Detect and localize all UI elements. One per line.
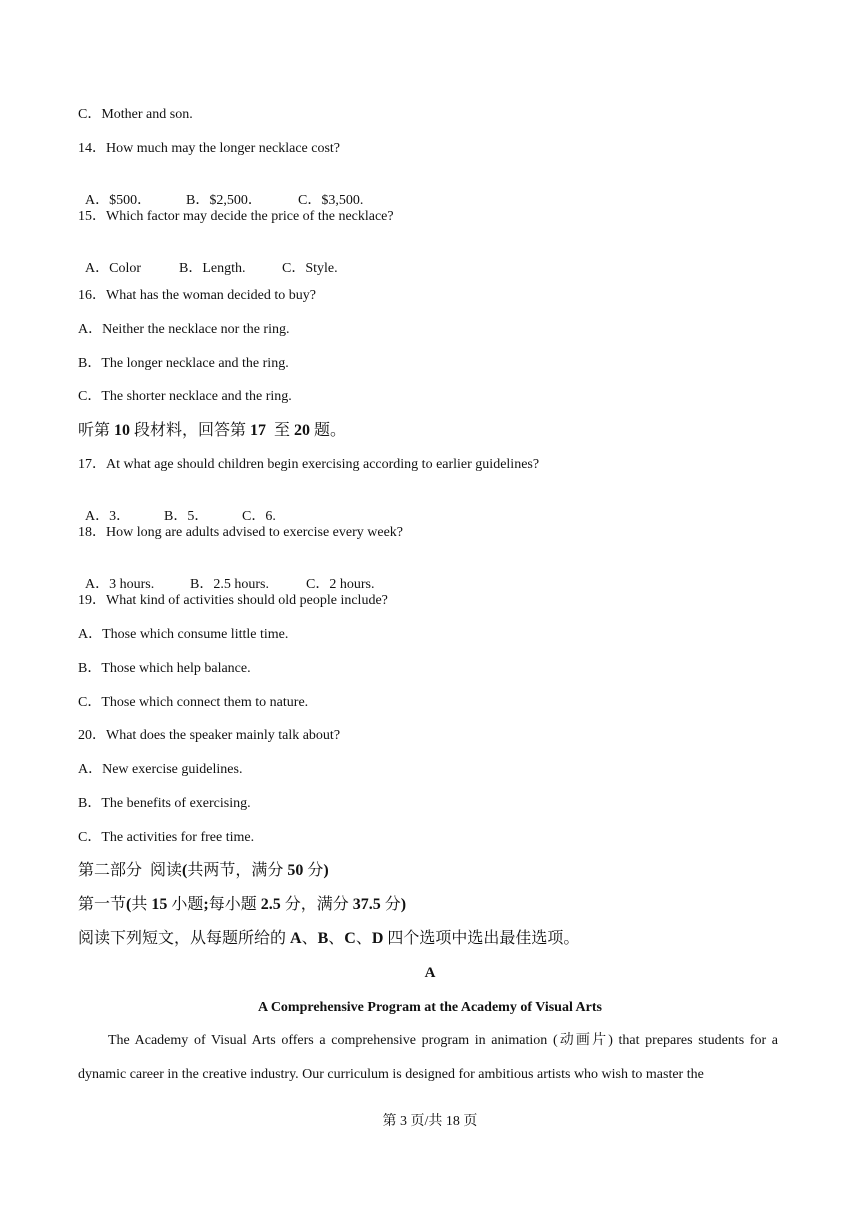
q20-option-c: C．The activities for free time. (78, 830, 255, 845)
part-two-heading: 第二部分 阅读(共两节，满分 50 分) (78, 862, 329, 879)
q20-option-b: B．The benefits of exercising. (78, 796, 251, 811)
q14-option-a: A．$500． (85, 193, 152, 208)
q14-options (78, 174, 363, 210)
section-10-heading: 听第 10 段材料，回答第 17 至 20 题。 (78, 422, 347, 439)
passage-title: A Comprehensive Program at the Academy of Visual Arts (257, 1000, 602, 1015)
q18-option-a: A．3 hours. (85, 577, 155, 592)
q14-option-b: B．$2,500． (186, 193, 262, 208)
q16-option-b: B．The longer necklace and the ring. (78, 356, 289, 371)
q15-option-a: A．Color (85, 261, 141, 276)
q15-option-c: C．Style. (282, 261, 338, 276)
q18-stem: 18．How long are adults advised to exercise every week? (78, 525, 403, 540)
reading-instructions: 阅读下列短文，从每题所给的 A、B、C、D 四个选项中选出最佳选项。 (78, 930, 580, 947)
q18-option-c: C．2 hours. (306, 577, 375, 592)
page-footer: 第 3 页/共 18 页 (382, 1114, 478, 1129)
section-one-heading: 第一节(共 15 小题;每小题 2.5 分，满分 37.5 分) (78, 896, 407, 913)
passage-paragraph: The Academy of Visual Arts offers a comprehensive program in animation (动画片) that prepares students for a dynamic career in the creative industry. Our curriculum is designed for ambitious artists who wish to master the (78, 1033, 778, 1082)
q16-option-a: A．Neither the necklace nor the ring. (78, 322, 290, 337)
q20-option-a: A．New exercise guidelines. (78, 762, 243, 777)
q16-stem: 16．What has the woman decided to buy? (78, 288, 316, 303)
q19-stem: 19．What kind of activities should old people include? (78, 593, 388, 608)
q14-option-c: C．$3,500. (298, 193, 364, 208)
q18-option-b: B．2.5 hours. (190, 577, 269, 592)
q15-option-b: B．Length. (179, 261, 246, 276)
q19-option-b: B．Those which help balance. (78, 661, 251, 676)
q18-options (78, 558, 374, 594)
q20-stem: 20．What does the speaker mainly talk about? (78, 728, 341, 743)
q19-option-c: C．Those which connect them to nature. (78, 695, 309, 710)
passage-letter: A (424, 965, 436, 981)
q17-stem: 17．At what age should children begin exercising according to earlier guidelines? (78, 457, 540, 472)
q15-options (78, 242, 338, 278)
q17-option-c: C．6. (242, 509, 276, 524)
q16-option-c: C．The shorter necklace and the ring. (78, 389, 292, 404)
q13-option-c: C．Mother and son. (78, 107, 193, 122)
q17-option-a: A．3． (85, 509, 131, 524)
q14-stem: 14．How much may the longer necklace cost? (78, 141, 341, 156)
q15-stem: 15．Which factor may decide the price of the necklace? (78, 209, 394, 224)
q17-option-b: B．5． (164, 509, 209, 524)
q19-option-a: A．Those which consume little time. (78, 627, 289, 642)
q17-options (78, 490, 276, 526)
